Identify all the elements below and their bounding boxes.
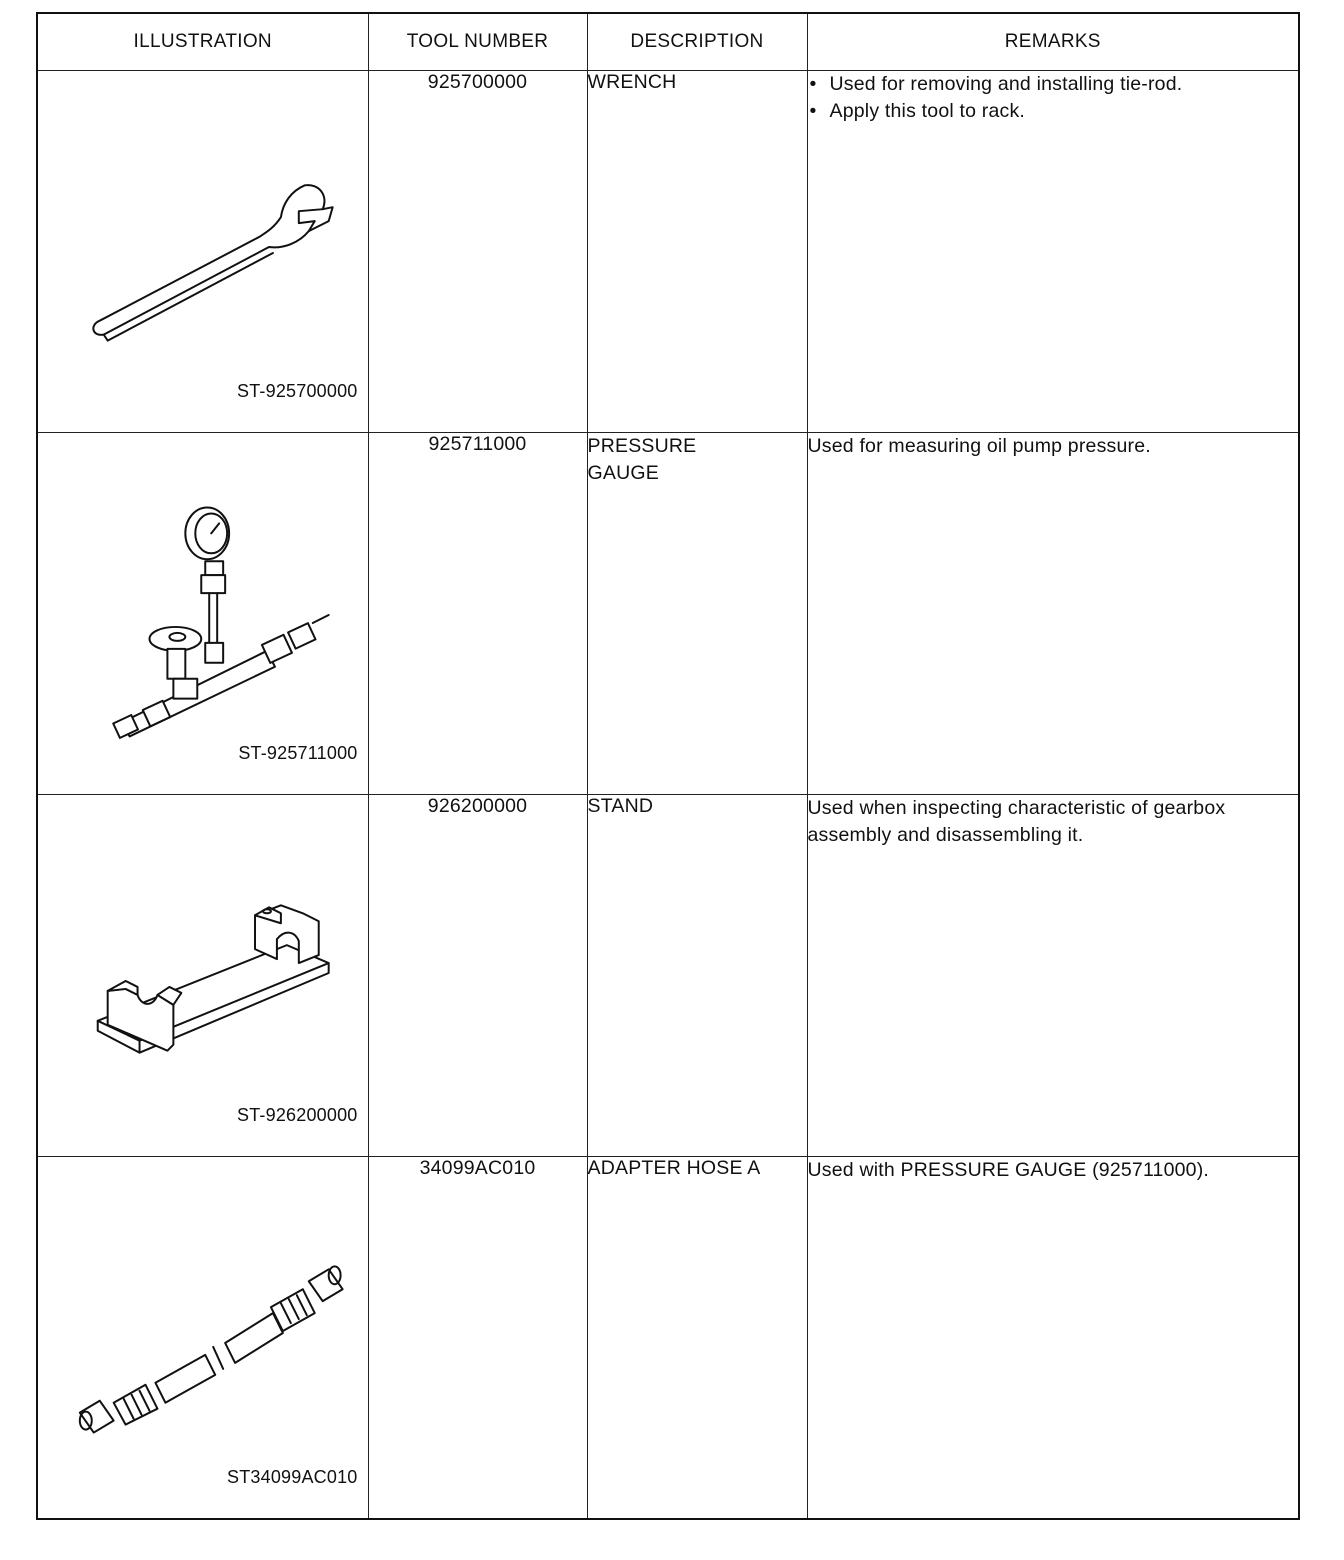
tool-number: 925700000 xyxy=(368,71,587,433)
remark-text: Used when inspecting characteristic of gearbox assembly and disassembling it. xyxy=(807,797,1226,846)
illustration-cell xyxy=(37,433,368,795)
table-row xyxy=(37,795,1299,1157)
tool-description: ADAPTER HOSE A xyxy=(587,1157,807,1520)
header-description: DESCRIPTION xyxy=(587,13,807,71)
tool-remarks xyxy=(807,795,1299,1157)
tool-description: STAND xyxy=(587,795,807,1157)
illustration-cell xyxy=(37,795,368,1157)
adapter-hose-icon xyxy=(38,1157,368,1518)
illustration-caption: ST34099AC010 xyxy=(227,1467,358,1487)
tool-description-text: PRESSURE GAUGE xyxy=(587,435,697,484)
table-row xyxy=(37,1157,1299,1520)
header-row xyxy=(37,13,1299,71)
stand-icon xyxy=(38,795,368,1156)
remark-text: Used for measuring oil pump pressure. xyxy=(807,435,1151,457)
illustration-caption: ST-926200000 xyxy=(237,1105,358,1125)
header-remarks: REMARKS xyxy=(807,13,1299,71)
tool-remarks xyxy=(807,71,1299,433)
table-row xyxy=(37,71,1299,433)
tool-description xyxy=(587,433,807,795)
tool-number: 34099AC010 xyxy=(368,1157,587,1520)
remark-item: • Used for removing and installing tie-rod. xyxy=(808,71,1299,98)
illustration-caption: ST-925700000 xyxy=(237,381,358,401)
header-illustration: ILLUSTRATION xyxy=(37,13,368,71)
special-tools-table xyxy=(36,12,1300,1520)
illustration-cell xyxy=(37,71,368,433)
illustration-cell xyxy=(37,1157,368,1520)
remark-item: • Apply this tool to rack. xyxy=(808,98,1299,125)
illustration-caption: ST-925711000 xyxy=(238,743,358,763)
tool-remarks xyxy=(807,433,1299,795)
tool-description: WRENCH xyxy=(587,71,807,433)
wrench-icon xyxy=(38,71,368,432)
tool-remarks xyxy=(807,1157,1299,1520)
tool-number: 926200000 xyxy=(368,795,587,1157)
table-row xyxy=(37,433,1299,795)
remark-text: Used with PRESSURE GAUGE (925711000). xyxy=(807,1159,1210,1181)
header-tool-number: TOOL NUMBER xyxy=(368,13,587,71)
tool-number: 925711000 xyxy=(368,433,587,795)
pressure-gauge-icon xyxy=(38,433,368,794)
